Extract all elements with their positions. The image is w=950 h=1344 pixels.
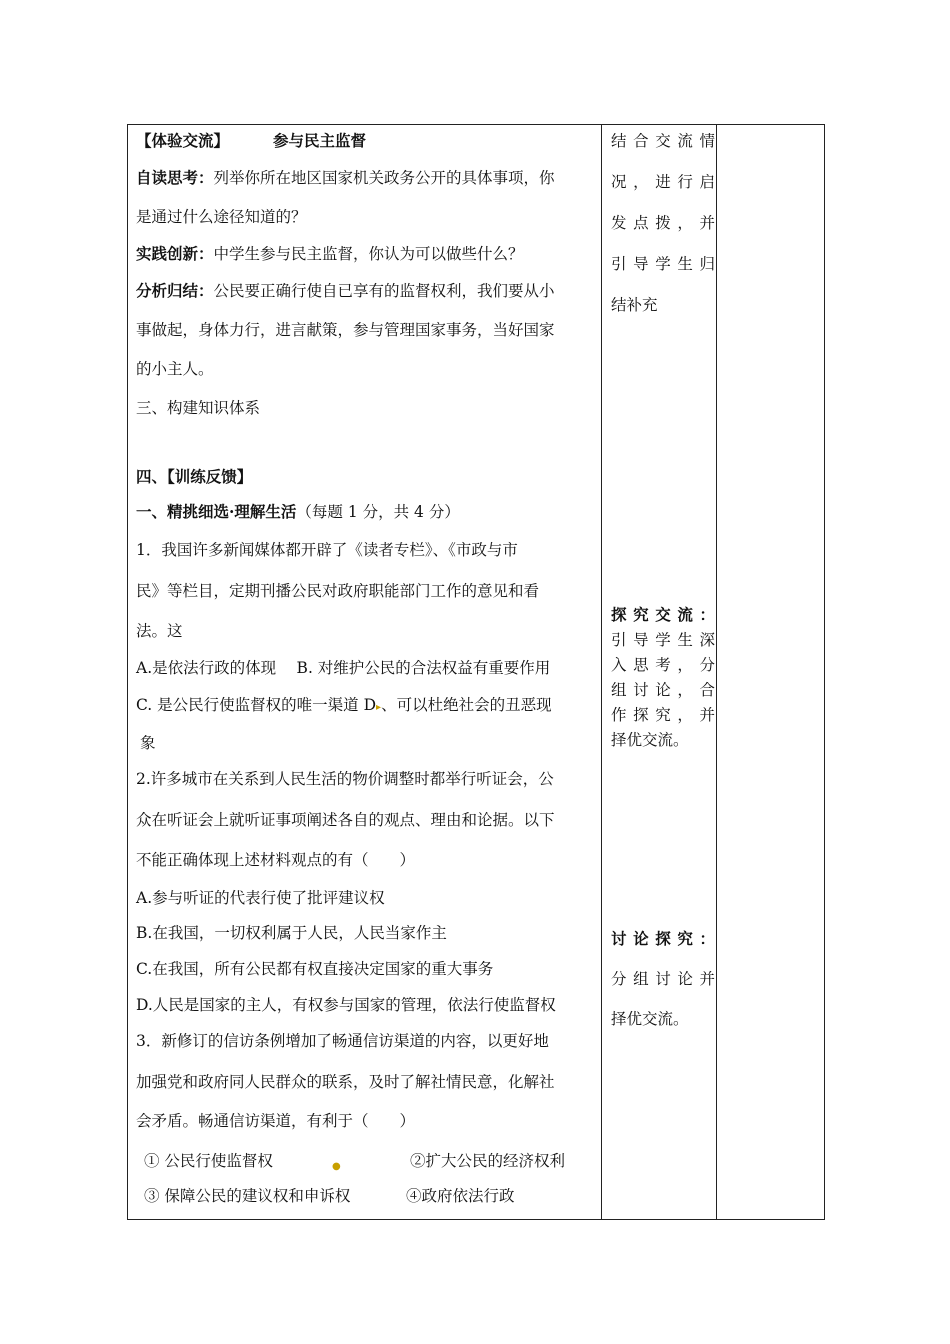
edit-mark: ▸ [376,702,382,713]
teacher-note-heading: 讨论探究： [611,929,715,948]
question-3-text: 3．新修订的信访条例增加了畅通信访渠道的内容，以更好地 [136,1032,549,1050]
edit-mark: ● [332,1161,341,1172]
question-2-option: B.在我国，一切权利属于人民，人民当家作主 [136,924,447,942]
question-2-text: 不能正确体现上述材料观点的有（ ） [136,851,416,869]
teacher-note: 分组讨论并 [611,970,715,988]
section-heading: 四、【训练反馈】 [136,467,253,486]
paragraph-line: 是通过什么途径知道的？ [136,208,307,226]
practice-question: 实践创新：中学生参与民主监督，你认为可以做些什么？ [136,244,524,263]
question-3-text: 会矛盾。畅通信访渠道，有利于（ ） [136,1112,416,1130]
question-2-option: A.参与听证的代表行使了批评建议权 [136,889,385,907]
question-3-option: ④政府依法行政 [406,1187,515,1205]
column-divider [601,125,602,1219]
question-2-text: 2.许多城市在关系到人民生活的物价调整时都举行听证会，公 [136,770,554,788]
teacher-note: 择优交流。 [611,731,689,749]
summary-paragraph: 分析归结：公民要正确行使自已享有的监督权利，我们要从小 [136,281,555,300]
teacher-note: 发点拨，并 [611,214,715,232]
part-title: 一、精挑细选·理解生活（每题 1 分，共 4 分） [136,502,460,521]
teacher-note: 结合交流情 [611,132,715,150]
question-1-text: 法。这 [136,622,183,640]
teacher-note: 结补充 [611,296,658,314]
question-1-options: A.是依法行政的体现 B. 对维护公民的合法权益有重要作用 [136,659,551,677]
teacher-note: 组讨论，合 [611,681,715,699]
teacher-note: 入思考，分 [611,656,715,674]
question-2-text: 众在听证会上就听证事项阐述各自的观点、理由和论据。以下 [136,811,555,829]
question-3-option: ③ 保障公民的建议权和申诉权 [144,1187,351,1205]
question-1-options: 象 [140,734,156,752]
question-3-option: ① 公民行使监督权 [144,1152,273,1170]
teacher-note: 择优交流。 [611,1010,689,1028]
teacher-note: 引导学生深 [611,631,715,649]
question-1-options: C. 是公民行使监督权的唯一渠道 D▸、可以杜绝社会的丑恶现 [136,696,552,714]
question-3-option: ②扩大公民的经济权利 [410,1152,566,1170]
paragraph-line: 的小主人。 [136,360,214,378]
teacher-note: 况，进行启 [611,173,715,191]
question-1-text: 1．我国许多新闻媒体都开辟了《读者专栏》、《市政与市 [136,541,518,559]
question-2-option: C.在我国，所有公民都有权直接决定国家的重大事务 [136,960,494,978]
question-1-text: 民》等栏目，定期刊播公民对政府职能部门工作的意见和看 [136,582,540,600]
section-heading: 三、构建知识体系 [136,399,261,417]
teacher-note: 引导学生归 [611,255,715,273]
question-3-text: 加强党和政府同人民群众的联系，及时了解社情民意，化解社 [136,1073,555,1091]
teacher-note: 作探究，并 [611,706,715,724]
paragraph-line: 事做起，身体力行，进言献策，参与管理国家事务，当好国家 [136,321,555,339]
lesson-table [127,124,825,1220]
column-divider [716,125,717,1219]
section-heading: 【体验交流】 参与民主监督 [136,131,367,150]
question-2-option: D.人民是国家的主人，有权参与国家的管理，依法行使监督权 [136,996,556,1014]
self-study-question: 自读思考：列举你所在地区国家机关政务公开的具体事项，你 [136,168,555,187]
teacher-note-heading: 探究交流： [611,605,715,624]
